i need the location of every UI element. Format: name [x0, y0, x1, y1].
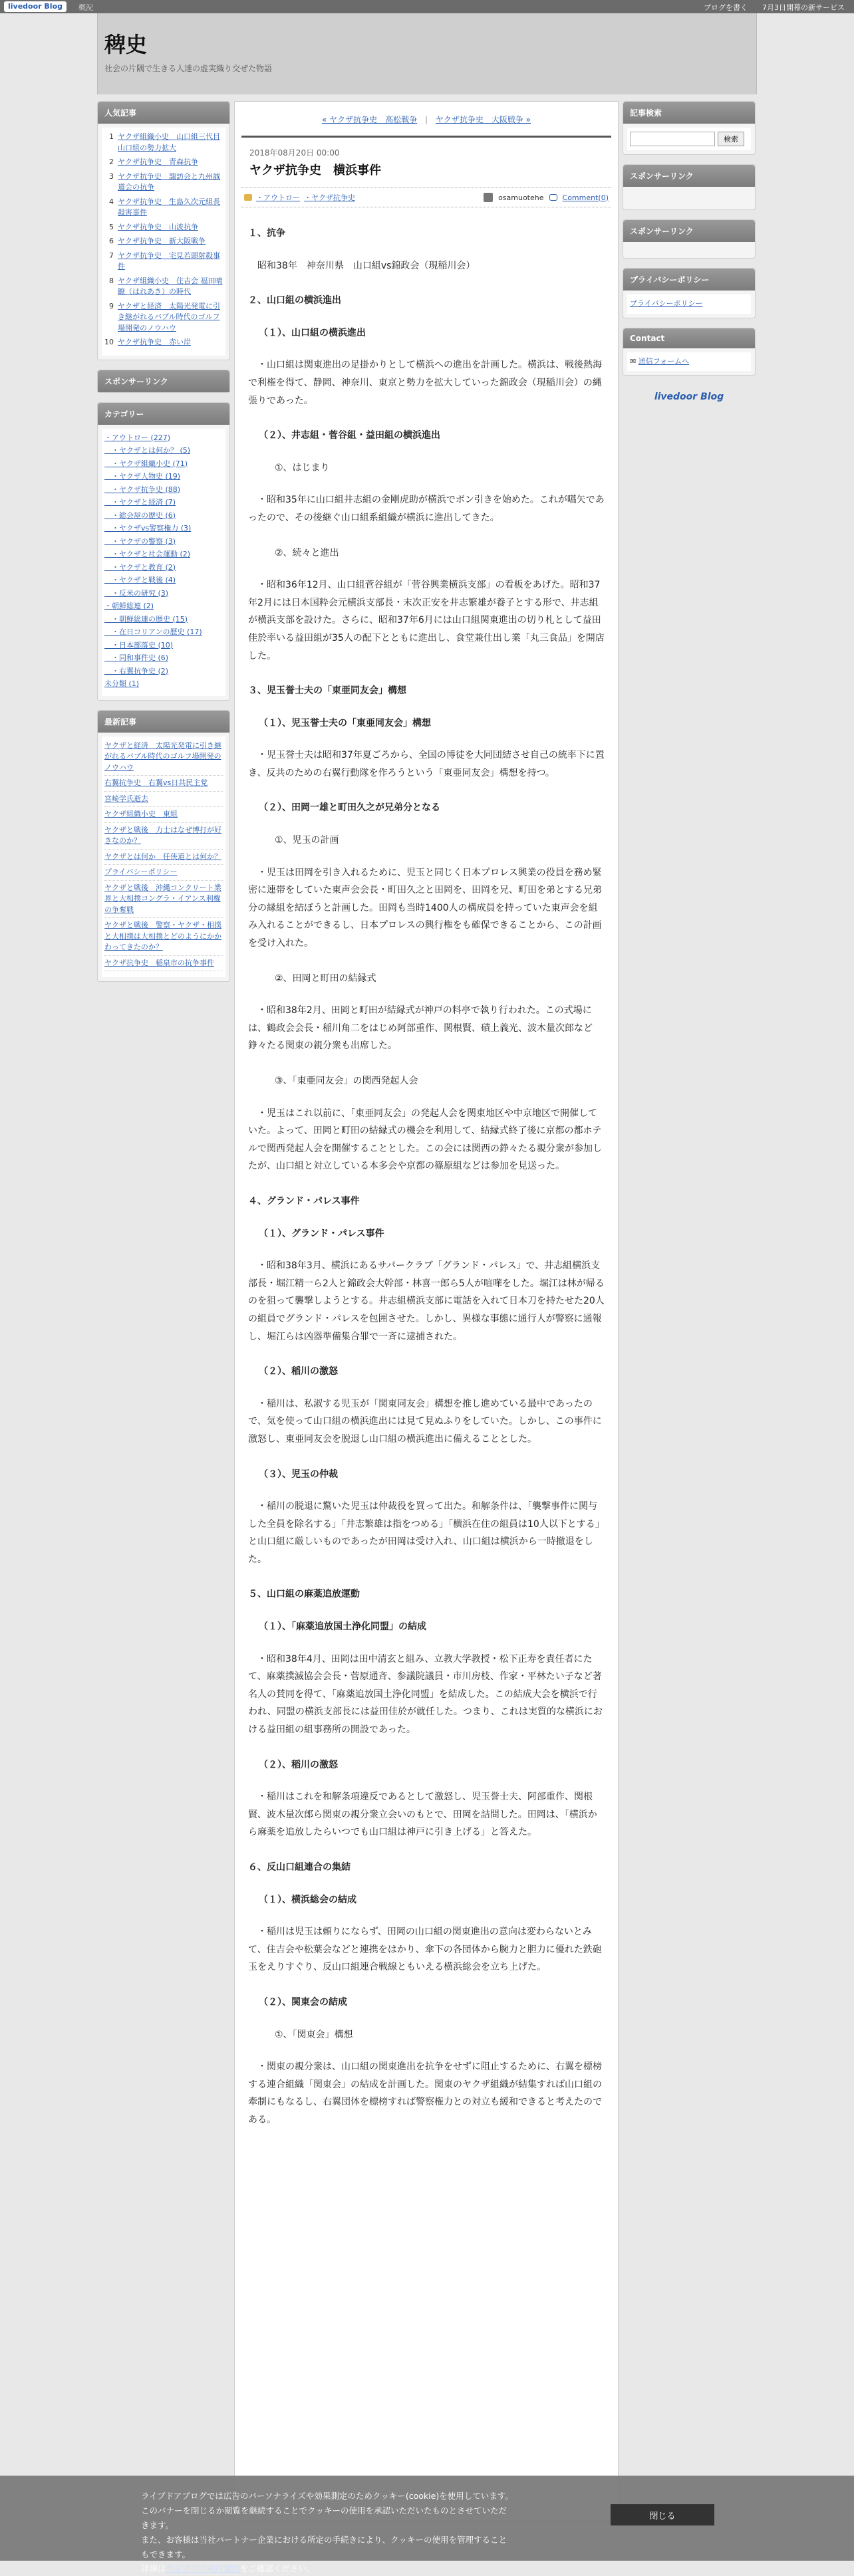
body-paragraph: ・稲川は児玉は頼りにならず、田岡の山口組の関東進出の意向は変わらないとみて、住吉会や松葉会などと連携をはかり、傘下の各団体から腕力と胆力に優れた鉄砲玉をえりすぐり、反山口組連合戦線ともいえる横浜総会を立ち上げた。	[248, 1927, 602, 1973]
popular-article-rank: 9	[109, 301, 114, 310]
next-article-link[interactable]: ヤクザ抗争史 大阪戦争 »	[435, 115, 531, 124]
category-item	[104, 471, 223, 483]
contact-title: Contact	[623, 328, 755, 348]
category-item	[104, 575, 223, 586]
body-heading: ②、続々と進出	[275, 547, 339, 558]
popular-article-link[interactable]: ヤクザ組織小史 山口組三代目山口組の勢力拡大	[118, 132, 220, 152]
category-item	[104, 523, 223, 534]
cookie-close-button[interactable]: 閉じる	[611, 2504, 714, 2525]
sponsor-box-right-1	[623, 164, 756, 210]
livedoor-blog-logo[interactable]: livedoor Blog	[654, 392, 724, 402]
body-paragraph: ・稲川はこれを和解条項違反であるとして激怒し、児玉誉士夫、阿部重作、関根賢、波木量次郎ら関東の親分衆立会いのもとで、田岡を詰問した。田岡は、「横浜から麻薬を追放したらいつでも山口組は神戸に引き上げる」と答えた。	[248, 1792, 597, 1838]
category-link[interactable]: ・ヤクザと戦後 (4)	[104, 576, 176, 584]
popular-article-link[interactable]: ヤクザ抗争史 青森抗争	[118, 158, 198, 166]
category-item	[104, 433, 223, 444]
popular-article-rank: 8	[109, 276, 114, 285]
recent-article-item	[104, 741, 223, 776]
body-paragraph: ・昭和38年4月、田岡は田中清玄と組み、立教大学教授・松下正寿を責任者にたて、麻薬撲滅協会会長・菅原通斉、参議院議員・市川房枝、作家・平林たい子など著名人の賛同を得て、「麻薬追放国土浄化同盟」を結成した。この結成大会を横浜で行われ、同盟の横浜支部長には益田佳於が就任した。つまり、これは実質的な横浜における益田組の組事務所の開設であった。	[248, 1653, 603, 1736]
category-item	[104, 485, 223, 496]
body-heading: （２）、井志組・菅谷組・益田組の横浜進出	[259, 430, 440, 441]
body-heading: ①、児玉の計画	[275, 835, 339, 846]
category-link-yakuza-war[interactable]: ・ヤクザ抗争史	[304, 193, 355, 202]
body-heading: ３、児玉誉士夫の「東亜同友会」構想	[248, 685, 406, 697]
blog-header	[97, 13, 757, 94]
body-paragraph: ・関東の親分衆は、山口組の関東進出を抗争をせずに阻止するために、右翼を標榜する連合組織「関東会」の結成を計画した。関東のヤクザ組織が結集すれば山口組の牽制にもなるし、右翼団体を標榜すれば警察権力との対立も緩和できると考えたのである。	[248, 2061, 602, 2125]
recent-article-item	[104, 883, 223, 919]
category-item	[104, 536, 223, 548]
body-heading: （２）、田岡一雄と町田久之が兄弟分となる	[259, 802, 440, 814]
category-link[interactable]: ・在日コリアンの歴史 (17)	[104, 628, 202, 636]
category-item	[104, 459, 223, 470]
privacy-box	[623, 268, 756, 318]
body-heading: （１）、山口組の横浜進出	[259, 327, 366, 338]
body-heading: ２、山口組の横浜進出	[248, 295, 341, 306]
popular-article-rank: 5	[109, 222, 114, 231]
recent-article-item	[104, 825, 223, 850]
category-link[interactable]: ・右翼抗争史 (2)	[104, 666, 169, 675]
pager-separator: |	[424, 115, 428, 124]
popular-articles-title: 人気記事	[98, 102, 229, 124]
body-heading: ６、反山口組連合の集結	[248, 1862, 351, 1873]
popular-article-link[interactable]: ヤクザと経済 太陽光発電に引き継がれるバブル時代のゴルフ場開発のノウハウ	[118, 301, 220, 332]
category-link[interactable]: ・日本部落史 (10)	[104, 640, 174, 649]
popular-article-link[interactable]: ヤクザ抗争史 生島久次元組長殺害事件	[118, 197, 220, 217]
category-link[interactable]: ・ヤクザと社会運動 (2)	[104, 550, 191, 558]
category-item	[104, 640, 223, 651]
service-link[interactable]: 7月3日開幕の新サービス	[762, 3, 845, 12]
search-input[interactable]	[630, 132, 715, 146]
privacy-title: プライバシーポリシー	[623, 269, 755, 291]
author-name[interactable]: osamuotehe	[498, 193, 544, 202]
popular-article-rank: 1	[109, 132, 114, 141]
popular-article-item	[104, 222, 223, 233]
article-pager	[235, 102, 618, 130]
body-heading: ③、「東亜同友会」の関西発起人会	[275, 1076, 418, 1086]
right-sidebar	[623, 101, 756, 405]
body-heading: （１）、グランド・パレス事件	[259, 1228, 384, 1239]
recent-articles-title: 最新記事	[98, 711, 229, 733]
recent-article-link[interactable]: ヤクザと戦後 力士はなぜ博打が好きなのか？	[104, 825, 221, 845]
cookie-line-2: このバナーを閉じるか閲覧を継続することでクッキーの使用を承認いただいたものとさせていただきます。	[141, 2505, 507, 2530]
cookie-text	[141, 2489, 513, 2576]
sponsor-box-left	[97, 370, 230, 393]
popular-article-item	[104, 236, 223, 247]
left-sidebar	[97, 101, 230, 991]
cookie-banner	[0, 2476, 854, 2574]
body-heading: （１）、「麻薬追放国土浄化同盟」の結成	[259, 1621, 426, 1633]
categories-box	[97, 402, 230, 701]
recent-article-item	[104, 794, 223, 808]
recent-article-link[interactable]: 宮崎学氏逝去	[104, 794, 148, 803]
body-heading: （２）、稲川の激怒	[259, 1366, 338, 1377]
livedoor-logo[interactable]: livedoor Blog	[4, 1, 67, 12]
search-title: 記事検索	[623, 102, 755, 124]
categories-title: カテゴリー	[98, 403, 229, 425]
body-paragraph: ・昭和35年に山口組井志組の金剛虎助が横浜でボン引きを始めた。これが嚆矢であったので、その後継ぐ山口組系組織が横浜に進出してきた。	[248, 495, 605, 523]
body-heading: ①、「関東会」構想	[275, 2029, 353, 2040]
main-content	[234, 101, 619, 2521]
blog-title[interactable]: 稗史	[104, 32, 148, 57]
body-heading: ５、山口組の麻薬追放運動	[248, 1589, 360, 1600]
category-link[interactable]: ・反米の研究 (3)	[104, 588, 169, 598]
popular-article-item	[104, 157, 223, 168]
search-box	[623, 101, 756, 155]
sponsor-title-left: スポンサーリンク	[98, 370, 229, 392]
terms-link[interactable]: ライブドア利用規約	[166, 2563, 240, 2574]
comments-link[interactable]: Comment(0)	[562, 193, 609, 202]
search-button[interactable]: 検索	[718, 132, 744, 146]
body-paragraph: ・山口組は関東進出の足掛かりとして横浜への進出を計画した。横浜は、戦後熱海で利権を得て、静岡、神奈川、東京と勢力を拡大していった錦政会（現稲川会）の縄張りであった。	[248, 360, 602, 406]
category-link[interactable]: ・ヤクザと経済 (7)	[104, 498, 176, 507]
recent-article-link[interactable]: 右翼抗争史 右翼vs日共民主党	[104, 778, 208, 787]
body-heading: ②、田岡と町田の結縁式	[275, 973, 376, 984]
body-paragraph: ・児玉は田岡を引き入れるために、児玉と同じく日本プロレス興業の役員を務め緊密に連帯をしていた東声会会長・町田久之と田岡を、田岡を兄、町田を弟とする兄弟分の縁組を結ぼうと計画した。田岡も当時1400人の構成員を持っていた東声会を組み入れることができるし、日本プロレスの興行権をも確保できることから、この計画を受け入れた。	[248, 867, 602, 949]
popular-article-link[interactable]: ヤクザ抗争史 諏訪会と九州誠道会の抗争	[118, 172, 220, 191]
body-paragraph: ・児玉はこれ以前に、「東亜同友会」の発起人会を関東地区や中京地区で開催していた。よって、田岡と町田の結縁式の機会を利用して、結縁式終了後に京都の都ホテルで関西発起人会を開催することとした。この会には関西の錚々たる親分衆が参加したが、山口組と対立している本多会や京都の篠原組などは参加を見送った。	[248, 1108, 602, 1172]
comment-icon	[549, 194, 557, 201]
body-paragraph: ・児玉誉士夫は昭和37年夏ごろから、全国の博徒を大同団結させ自己の統率下に置き、反共のための右翼行動隊を作ろうという「東亜同友会」構想を持つ。	[248, 750, 605, 778]
popular-articles-list	[104, 132, 223, 348]
body-heading: （３）、児玉の仲裁	[259, 1468, 338, 1480]
body-heading: （１）、児玉誉士夫の「東亜同友会」構想	[259, 717, 431, 729]
recent-article-link[interactable]: ヤクザと戦後 警察・ヤクザ・相撲と大相撲は大相撲とどのようにかかわってきたのか？	[104, 921, 221, 951]
category-link[interactable]: ・ヤクザとは何か？ (5)	[104, 446, 191, 455]
category-item	[104, 666, 223, 677]
popular-article-link[interactable]: ヤクザ抗争史 宅見若頭射殺事件	[118, 251, 220, 271]
category-item	[104, 497, 223, 509]
category-item	[104, 549, 223, 560]
folder-icon	[244, 194, 252, 201]
category-link[interactable]: 未分類 (1)	[104, 679, 140, 688]
category-link[interactable]: ・朝鮮総連の歴史 (15)	[104, 614, 188, 624]
category-link[interactable]: ・ヤクザと教育 (2)	[104, 562, 176, 572]
contact-form-link[interactable]: 送信フォームへ	[638, 356, 690, 366]
recent-article-link[interactable]: ヤクザと戦後 沖縄コンクリート業界と大相撲コングラ・イアンス利権の争奪戦	[104, 883, 221, 914]
privacy-link[interactable]: プライバシーポリシー	[630, 299, 703, 308]
popular-article-rank: 7	[109, 251, 114, 260]
recent-articles-list	[104, 741, 223, 972]
popular-article-rank: 2	[109, 158, 114, 166]
popular-article-item	[104, 276, 223, 298]
write-blog-link[interactable]: ブログを書く	[704, 3, 748, 12]
popular-article-rank: 3	[109, 172, 114, 181]
popular-article-rank: 10	[104, 338, 114, 346]
popular-article-rank: 4	[109, 197, 114, 206]
recent-article-link[interactable]: ヤクザ組織小史 東組	[104, 810, 178, 818]
categories-list	[104, 433, 223, 690]
recent-article-link[interactable]: プライバシーポリシー	[104, 868, 178, 876]
body-heading: （２）、関東会の結成	[259, 1996, 347, 2008]
entry-meta	[241, 187, 611, 207]
popular-article-item	[104, 251, 223, 273]
cookie-line-3: また、お客様は当社パートナー企業における所定の手続きにより、クッキーの使用を管理することもできます。	[141, 2534, 507, 2559]
category-item	[104, 679, 223, 690]
prev-article-link[interactable]: « ヤクザ抗争史 高松戦争	[321, 115, 418, 124]
category-link[interactable]: ・アウトロー (227)	[104, 433, 171, 442]
body-paragraph: ・稲川の脱退に驚いた児玉は仲裁役を買って出た。和解条件は、「襲撃事件に関与した全員を除名する」「井志繁雄は指をつめる」「横浜在住の組員は10人以下とする」と山口組に厳しいものであったが田岡は受け入れ、山口組は横浜から一時撤退をした。	[248, 1501, 605, 1565]
top-bar	[0, 0, 854, 13]
category-link[interactable]: ・ヤクザvs警察権力 (3)	[104, 524, 192, 532]
recent-article-link[interactable]: ヤクザ抗争史 稲泉市の抗争事件	[104, 958, 214, 967]
popular-article-item	[104, 197, 223, 219]
recent-articles-box	[97, 710, 230, 983]
category-item	[104, 445, 223, 457]
popular-article-item	[104, 337, 223, 348]
category-link[interactable]: ・総会屋の歴史 (6)	[104, 511, 176, 520]
sponsor-box-right-2	[623, 219, 756, 259]
body-heading: （１）、横浜総会の結成	[259, 1894, 356, 1905]
category-item	[104, 562, 223, 574]
recent-article-item	[104, 852, 223, 866]
author-avatar	[484, 193, 493, 202]
popular-article-link[interactable]: ヤクザ抗争史 赤い岸	[118, 338, 191, 346]
entry-date: 2018年08月20日 00:00	[241, 136, 611, 158]
sponsor-title-right-2: スポンサーリンク	[623, 220, 755, 242]
category-link[interactable]: ・同和事件史 (6)	[104, 653, 169, 662]
recent-article-link[interactable]: ヤクザとは何か 任侠道とは何か？	[104, 852, 221, 861]
entry-body	[235, 207, 618, 2129]
sponsor-title-right-1: スポンサーリンク	[623, 165, 755, 187]
category-item	[104, 588, 223, 600]
recent-article-item	[104, 920, 223, 956]
recent-article-item	[104, 778, 223, 792]
cookie-line-1: ライブドアブログでは広告のパーソナライズや効果測定のためクッキー(cookie)を使用しています。	[141, 2491, 513, 2501]
popular-articles-box	[97, 101, 230, 360]
body-heading: （２）、稲川の激怒	[259, 1759, 338, 1770]
entry-title[interactable]: ヤクザ抗争史 横浜事件	[249, 164, 381, 177]
category-link-outlaw[interactable]: ・アウトロー	[256, 193, 300, 202]
body-paragraph: ・昭和38年2月、田岡と町田が結縁式が神戸の料亭で執り行われた。この式場には、鶴政会会長・稲川角二をはじめ阿部重作、関根賢、磧上義光、波木量次郎など錚々たる関東の親分衆も出席した。	[248, 1005, 593, 1052]
body-heading: １、抗争	[248, 228, 285, 239]
contact-box	[623, 328, 756, 376]
category-item	[104, 627, 223, 638]
body-heading: ①、はじまり	[275, 462, 330, 473]
category-link[interactable]: ・ヤクザ抗争史 (88)	[104, 485, 181, 494]
popular-article-rank: 6	[109, 237, 114, 245]
category-link[interactable]: ・ヤクザ人物史 (19)	[104, 472, 181, 481]
recent-article-item	[104, 809, 223, 823]
home-link[interactable]: 概況	[78, 3, 93, 12]
popular-article-link[interactable]: ヤクザ抗争史 新大阪戦争	[118, 237, 206, 245]
blog-description: 社会の片隅で生きる人達の虚実織り交ぜた物語	[104, 64, 273, 73]
body-paragraph: ・稲川は、私淑する児玉が「関東同友会」構想を推し進めている最中であったので、気を使って山口組の横浜進出には見て見ぬふりをしていた。しかし、この事件に激怒し、東亜同友会を脱退し山口組の横浜進出に備えることとした。	[248, 1398, 602, 1445]
category-item	[104, 614, 223, 626]
category-item	[104, 653, 223, 664]
body-paragraph: ・昭和36年12月、山口組菅谷組が「菅谷興業横浜支部」の看板をあげた。昭和37年2月には日本国粋会元横浜支部長・末次正安を井志繁雄が養子とする形で、井志組が横浜支部を設けた。さらに、昭和37年6月には山口組関東進出の切り札として益田佳於率いる益田組が35人の配下とともに進出し、食堂兼仕出し業「丸三食品」を開店した。	[248, 580, 605, 661]
body-paragraph: 昭和38年 神奈川県 山口組vs錦政会（現稲川会）	[248, 260, 476, 271]
category-link[interactable]: ・ヤクザの警察 (3)	[104, 536, 176, 546]
popular-article-item	[104, 301, 223, 334]
popular-article-item	[104, 172, 223, 193]
popular-article-link[interactable]: ヤクザ組織小史 住吉会 福田晴瞭（はれあき）の時代	[118, 276, 223, 296]
body-paragraph: ・昭和38年3月、横浜にあるサパークラブ「グランド・パレス」で、井志組横浜支部長・堀江精一ら2人と錦政会大幹部・林喜一郎ら5人が喧嘩をした。堀江は林が帰るのを狙って襲撃しようとする。井志組横浜支部に電話を入れて日本刀を持たせた20人の組員でグランド・パレスを包囲させた。しかし、異様な事態に通行人が警察に通報し、堀江らは凶器準備集合罪で一斉に逮捕された。	[248, 1260, 605, 1342]
recent-article-link[interactable]: ヤクザと経済 太陽光発電に引き継がれるバブル時代のゴルフ場開発のノウハウ	[104, 741, 221, 772]
category-link[interactable]: ・ヤクザ組織小史 (71)	[104, 459, 188, 468]
popular-article-item	[104, 132, 223, 154]
mail-icon: ✉	[630, 356, 637, 366]
cookie-line-4: 詳細はライブドア利用規約をご確認ください。	[141, 2563, 315, 2574]
body-heading: ４、グランド・パレス事件	[248, 1195, 360, 1207]
recent-article-item	[104, 867, 223, 881]
popular-article-link[interactable]: ヤクザ抗争史 山波抗争	[118, 222, 198, 231]
category-link[interactable]: ・朝鮮総連 (2)	[104, 602, 154, 610]
category-item	[104, 511, 223, 522]
recent-article-item	[104, 958, 223, 972]
category-item	[104, 601, 223, 612]
